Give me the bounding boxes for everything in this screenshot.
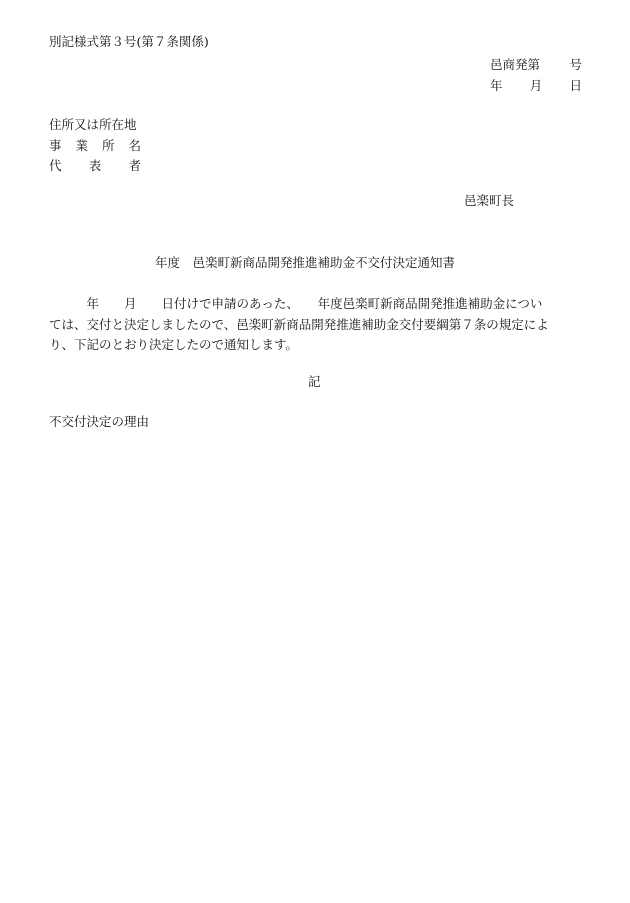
address-label: 住所又は所在地	[49, 117, 137, 132]
reference-number-suffix: 号	[569, 57, 582, 73]
form-number: 別記様式第３号(第７条関係)	[49, 34, 209, 49]
body-line: 年 月 日付けで申請のあった、 年度邑楽町新商品開発推進補助金につい	[49, 296, 543, 311]
reference-number-row	[490, 55, 582, 76]
reference-year: 年	[490, 78, 503, 94]
recipient-rep-row	[49, 156, 141, 177]
rep-char: 者	[128, 158, 141, 173]
recipient-address-row	[49, 115, 141, 136]
body-paragraph	[49, 294, 584, 356]
office-char: 名	[128, 137, 141, 153]
office-char: 所	[101, 137, 115, 153]
recipient-block	[49, 115, 141, 177]
reference-month: 月	[529, 78, 543, 94]
ki-heading: 記	[308, 374, 321, 389]
office-char: 事	[49, 137, 62, 153]
document-title: 年度 邑楽町新商品開発推進補助金不交付決定通知書	[155, 255, 456, 270]
rep-char: 表	[88, 158, 102, 173]
recipient-office-row	[49, 136, 141, 157]
reference-date-row	[490, 76, 582, 97]
body-line: ては、交付と決定しましたので、邑楽町新商品開発推進補助金交付要綱第７条の規定によ	[49, 316, 549, 332]
reason-label: 不交付決定の理由	[49, 414, 150, 429]
reference-block	[490, 55, 582, 97]
sender-name: 邑楽町長	[464, 193, 515, 208]
office-char: 業	[75, 137, 88, 153]
rep-char: 代	[49, 158, 62, 173]
reference-number-prefix: 邑商発第	[490, 57, 541, 73]
body-line: り、下記のとおり決定したので通知します。	[49, 337, 299, 352]
reference-day: 日	[569, 78, 582, 94]
